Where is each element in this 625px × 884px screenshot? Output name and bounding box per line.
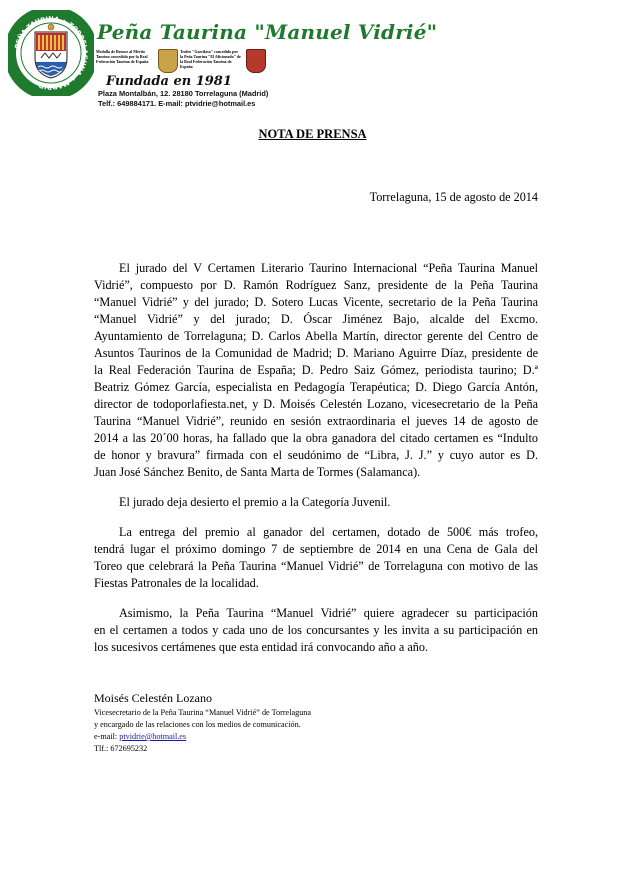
federation-crest-icon xyxy=(246,49,266,73)
paragraph-line: Asimismo, la Peña Taurina “Manuel Vidrié” quiere agradecer su participación xyxy=(119,606,538,620)
paragraph-line: los sucesivos certámenes que esta entidad irá convocando año a año. xyxy=(94,640,429,654)
paragraph-line: La entrega del premio al ganador del certamen, dotado de 500€ más trofeo, xyxy=(119,525,538,539)
medals-row xyxy=(96,49,286,75)
paragraph-line: Beatriz Gómez García, especialista en Pedagogía Terapéutica; D. Diego García Antón, xyxy=(94,380,538,394)
paragraph-line: Toreo que celebrará la Peña Taurina “Manuel Vidrié” de Torrelaguna con motivo de las xyxy=(94,559,538,573)
email-line xyxy=(94,731,186,743)
medal-right-caption: Trofeo "Garcilaso" concedido por la Peña Taurina "El Aficionado" de la Real Federación Taurina de España xyxy=(180,49,241,69)
bronze-medal-icon xyxy=(158,49,178,73)
signatory-name: Moisés Celestén Lozano xyxy=(94,691,212,705)
paragraph-line: Juan José Sánchez Benito, de Santa Marta de Tormes (Salamanca). xyxy=(94,465,421,479)
paragraph-line: Asuntos Taurinos de la Comunidad de Madrid; D. Mariano Aguirre Díaz, presidente de xyxy=(94,346,538,360)
email-link[interactable]: ptvidrie@hotmail.es xyxy=(119,732,187,741)
paragraph-line: Ayuntamiento de Torrelaguna; D. Carlos Abella Martín, director gerente del Centro de xyxy=(94,329,538,343)
paragraph-line: en el certamen a todos y cada uno de los concursantes y les invita a su participación en xyxy=(94,623,538,637)
paragraph-line: Fiestas Patronales de la localidad. xyxy=(94,576,259,590)
signatory-role-2: y encargado de las relaciones con los medios de comunicación. xyxy=(94,720,301,729)
paragraph-line: Vidrié”, compuesto por D. Ramón Rodríguez Sanz, presidente de la Peña Taurina xyxy=(94,278,538,292)
paragraph-line: director de todoporlafiesta.net, y D. Moisés Celestén Lozano, vicesecretario de la Peña xyxy=(94,397,538,411)
paragraph-line: 2014 a las 20´00 horas, ha fallado que la obra ganadora del citado certamen es “Indulto xyxy=(94,431,538,445)
email-label: e-mail: xyxy=(94,732,120,741)
signatory-role: Vicesecretario de la Peña Taurina “Manuel Vidrié” de Torrelaguna xyxy=(94,708,312,717)
paragraph-line: de honor y bravura” firmada con el seudónimo de “Libra, J. J.” y cuyo autor es D. xyxy=(94,448,538,462)
medal-left-caption: Medalla de Bronce al Mérito Taurino concedida por la Real Federación Taurina de España xyxy=(96,49,149,64)
pena-taurina-logo xyxy=(8,10,94,96)
paragraph-line: tendrá lugar el próximo domingo 7 de septiembre de 2014 en una Cena de Gala del xyxy=(94,542,538,556)
phone-line: Tlf.: 672695232 xyxy=(94,744,148,753)
address-block xyxy=(98,89,268,109)
paragraph-line: “Manuel Vidrié” y del jurado; D. Óscar Jiménez Bajo, alcalde del Excmo. xyxy=(94,312,538,326)
organization-name: Peña Taurina "Manuel Vidrié" xyxy=(97,20,438,44)
paragraph-line: El jurado del V Certamen Literario Taurino Internacional “Peña Taurina Manuel xyxy=(119,261,538,275)
document-title: NOTA DE PRENSA xyxy=(258,127,367,141)
logo-ring-text: PEÑA TAURINA ✦ TORRELAGUNA ✦ MADRID xyxy=(13,14,90,92)
paragraph-line: “Manuel Vidrié” y del jurado; D. Sotero Lucas Vicente, secretario de la Peña Taurina xyxy=(94,295,538,309)
founded-year: Fundada en 1981 xyxy=(106,74,232,89)
date-line: Torrelaguna, 15 de agosto de 2014 xyxy=(369,190,538,204)
paragraph-line: Taurina “Manuel Vidrié”, reunido en sesión extraordinaria el jueves 14 de agosto de xyxy=(94,414,538,428)
paragraph-line: la Real Federación Taurina de España; D. Pedro Saiz Gómez, periodista taurino; D.ª xyxy=(94,363,538,377)
contact-line: Telf.: 649884171. E-mail: ptvidrie@hotmail.es xyxy=(98,99,256,108)
address-line: Plaza Montalbán, 12. 28180 Torrelaguna (Madrid) xyxy=(98,89,269,98)
paragraph-juvenile: El jurado deja desierto el premio a la Categoría Juvenil. xyxy=(119,495,391,509)
